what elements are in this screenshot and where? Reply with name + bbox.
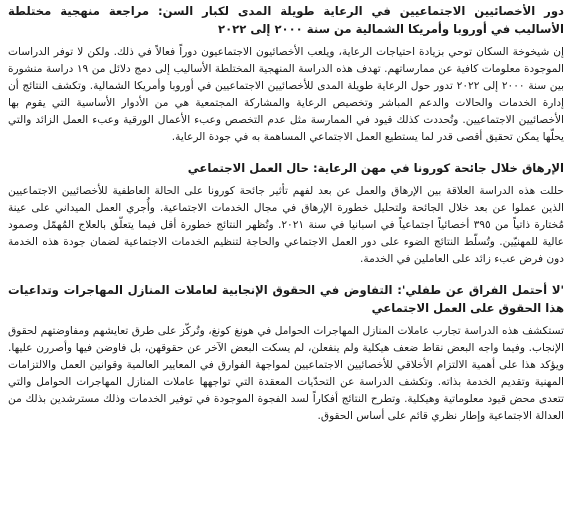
article-1 [8, 2, 564, 146]
article-abstract: إن شيخوخة السكان توحي بزيادة احتياجات الرعاية، ويلعب الأخصائيون الاجتماعيون دوراً فعالاً في ذلك. ولكن لا توفر الدراسات الموجودة معلومات كافية عن ممارساتهم. تهدف هذه الدراسة المنهجية المختلطة الأساليب إلى دمج دلائل من ١٩ دراسة منشورة بين سنة ٢٠٠٠ إلى ٢٠٢٢ تدور حول الرعاية طويلة المدى للأخصائيين الاجتماعيين في أوروبا وأمريكا الشمالية. وتكشف النتائج أن إدارة الخدمات والحالات والدعم المباشر وتخصيص الرعاية والمشاركة المجتمعية هي من الأدوار الأساسية التي يقوم بها الأخصائيين الاجتماعيين. وتُحددت كذلك قيود في الممارسة مثل عدم التخصص وعبء الأعمال الورقية وعبء العمل الزائد والتي يحلّها يمكن تحقيق أقصى قدر لما يستطيع العمل الاجتماعي المساهمة به في جودة الرعاية. [8, 46, 565, 143]
article-2 [8, 159, 564, 268]
article-3 [8, 281, 564, 425]
article-abstract: تستكشف هذه الدراسة تجارب عاملات المنازل المهاجرات الحوامل في هونغ كونغ، وتُركّز على طرق تعايشهم ومفاوضتهم لحقوق الإنجاب. وفيما واجه البعض نقاط ضعف هيكلية ولم ينفعلن، لم يسكت البعض الآخر عن حقوقهن، بل فاوضن فيها وأصررن عليها. ويؤكد هذا على أهمية الالتزام الأخلاقي للأخصائيين الاجتماعيين لمواجهة الفوارق في المعايير العالمية وقوانين العمل والالتزامات المهنية وتقديم الخدمة بذاته. وتكشف الدراسة عن التحدّيات المعقدة التي تواجهها عاملات المنازل المهاجرات الحوامل والتي تتعدى محض قيود معلوماتية وهيكلية. وتطرح النتائج أفكاراً لسد الفجوة الموجودة في توفير الخدمات وذلك مسترشدين بذلك من العدالة الاجتماعية وإطار نظري قائم على أساس الحقوق. [8, 325, 564, 422]
article-abstract: حللت هذه الدراسة العلاقة بين الإرهاق والعمل عن بعد لفهم تأثير جائحة كورونا على الحالة العاطفية للأخصائيين الاجتماعيين الذين عملوا عن بعد خلال الجائحة ولتحليل خطورة الإرهاق في مجال الخدمات الاجتماعية. وأُجري العمل الميداني على عينة مُختارة ذاتياً من ٣٩٥ أخصائياً اجتماعياً في اسبانيا في سنة ٢٠٢١. وتُظهر النتائج خطورة أقل فيما يتعلّق بالعلاج المُهمّل وصمود عالية للمهنيّين. وتُسلّط النتائج الضوء على دور العمل الاجتماعي والحاجة لتنظيم الخدمات الاجتماعية لضمان جودة هذه الخدمة دون فرض عبء زائد على العاملين في الخدمة. [8, 185, 565, 265]
article-title: الإرهاق خلال جائحة كورونا في مهن الرعاية: حال العمل الاجتماعي [187, 161, 564, 175]
article-title: دور الأخصائيين الاجتماعيين في الرعاية طويلة المدى لكبار السن: مراجعة منهجية مختلطة الأساليب في أوروبا وأمريكا الشمالية من سنة ٢٠٠٠ إلى ٢٠٢٢ [8, 4, 564, 36]
article-title: 'لا أحتمل الفراق عن طفلي': التفاوض في الحقوق الإنجابية لعاملات المنازل المهاجرات وتداعيات هذا الحقوق على العمل الاجتماعي [8, 283, 564, 315]
